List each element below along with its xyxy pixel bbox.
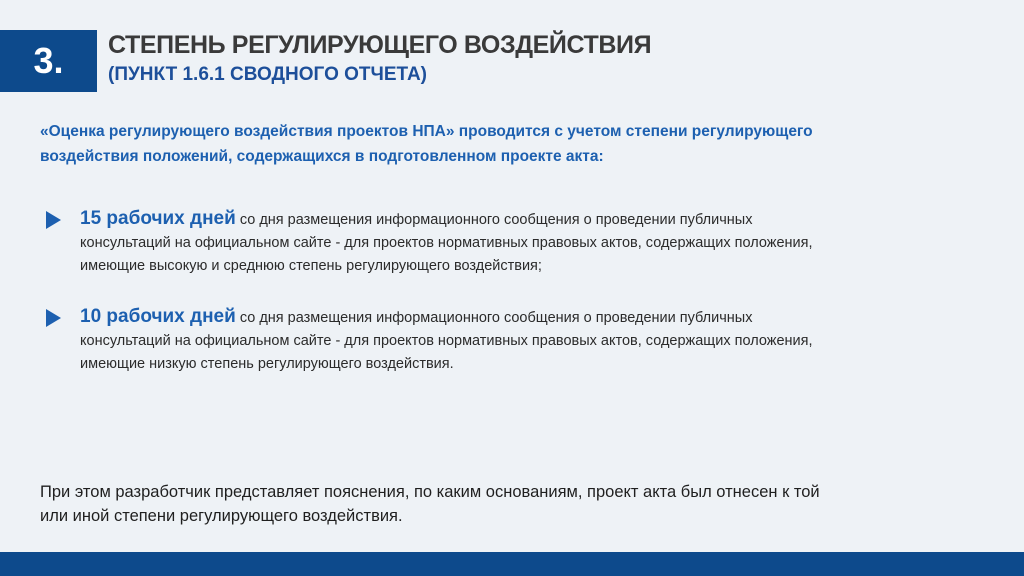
- page-title: СТЕПЕНЬ РЕГУЛИРУЮЩЕГО ВОЗДЕЙСТВИЯ: [108, 31, 652, 59]
- section-number-badge: [0, 30, 97, 92]
- bullet-body: со дня размещения информационного сообщения о проведении публичных консультаций на официальном сайте - для проектов нормативных правовых актов, содержащих положения, имеющие высокую и среднюю степень регулирующего воздействия;: [80, 212, 813, 274]
- bullet-text: [80, 305, 846, 376]
- bullet-text: [80, 207, 846, 278]
- page-subtitle: (ПУНКТ 1.6.1 СВОДНОГО ОТЧЕТА): [108, 64, 427, 85]
- arrow-right-icon: [46, 309, 61, 327]
- bullet-body: со дня размещения информационного сообщения о проведении публичных консультаций на официальном сайте - для проектов нормативных правовых актов, содержащих положения, имеющие низкую степень регулирующего воздействия.: [80, 310, 813, 372]
- bullet-lead: 10 рабочих дней: [80, 306, 236, 327]
- intro-paragraph: «Оценка регулирующего воздействия проектов НПА» проводится с учетом степени регулирующего воздействия положений, содержащихся в подготовленном проекте акта:: [40, 123, 813, 165]
- arrow-right-icon: [46, 211, 61, 229]
- list-item: [46, 207, 846, 278]
- section-number: 3.: [33, 40, 64, 81]
- list-item: [46, 305, 846, 376]
- footer-bar: [0, 552, 1024, 576]
- bullet-lead: 15 рабочих дней: [80, 208, 236, 229]
- note-paragraph: При этом разработчик представляет пояснения, по каким основаниям, проект акта был отнесен к той или иной степени регулирующего воздействия.: [40, 483, 820, 525]
